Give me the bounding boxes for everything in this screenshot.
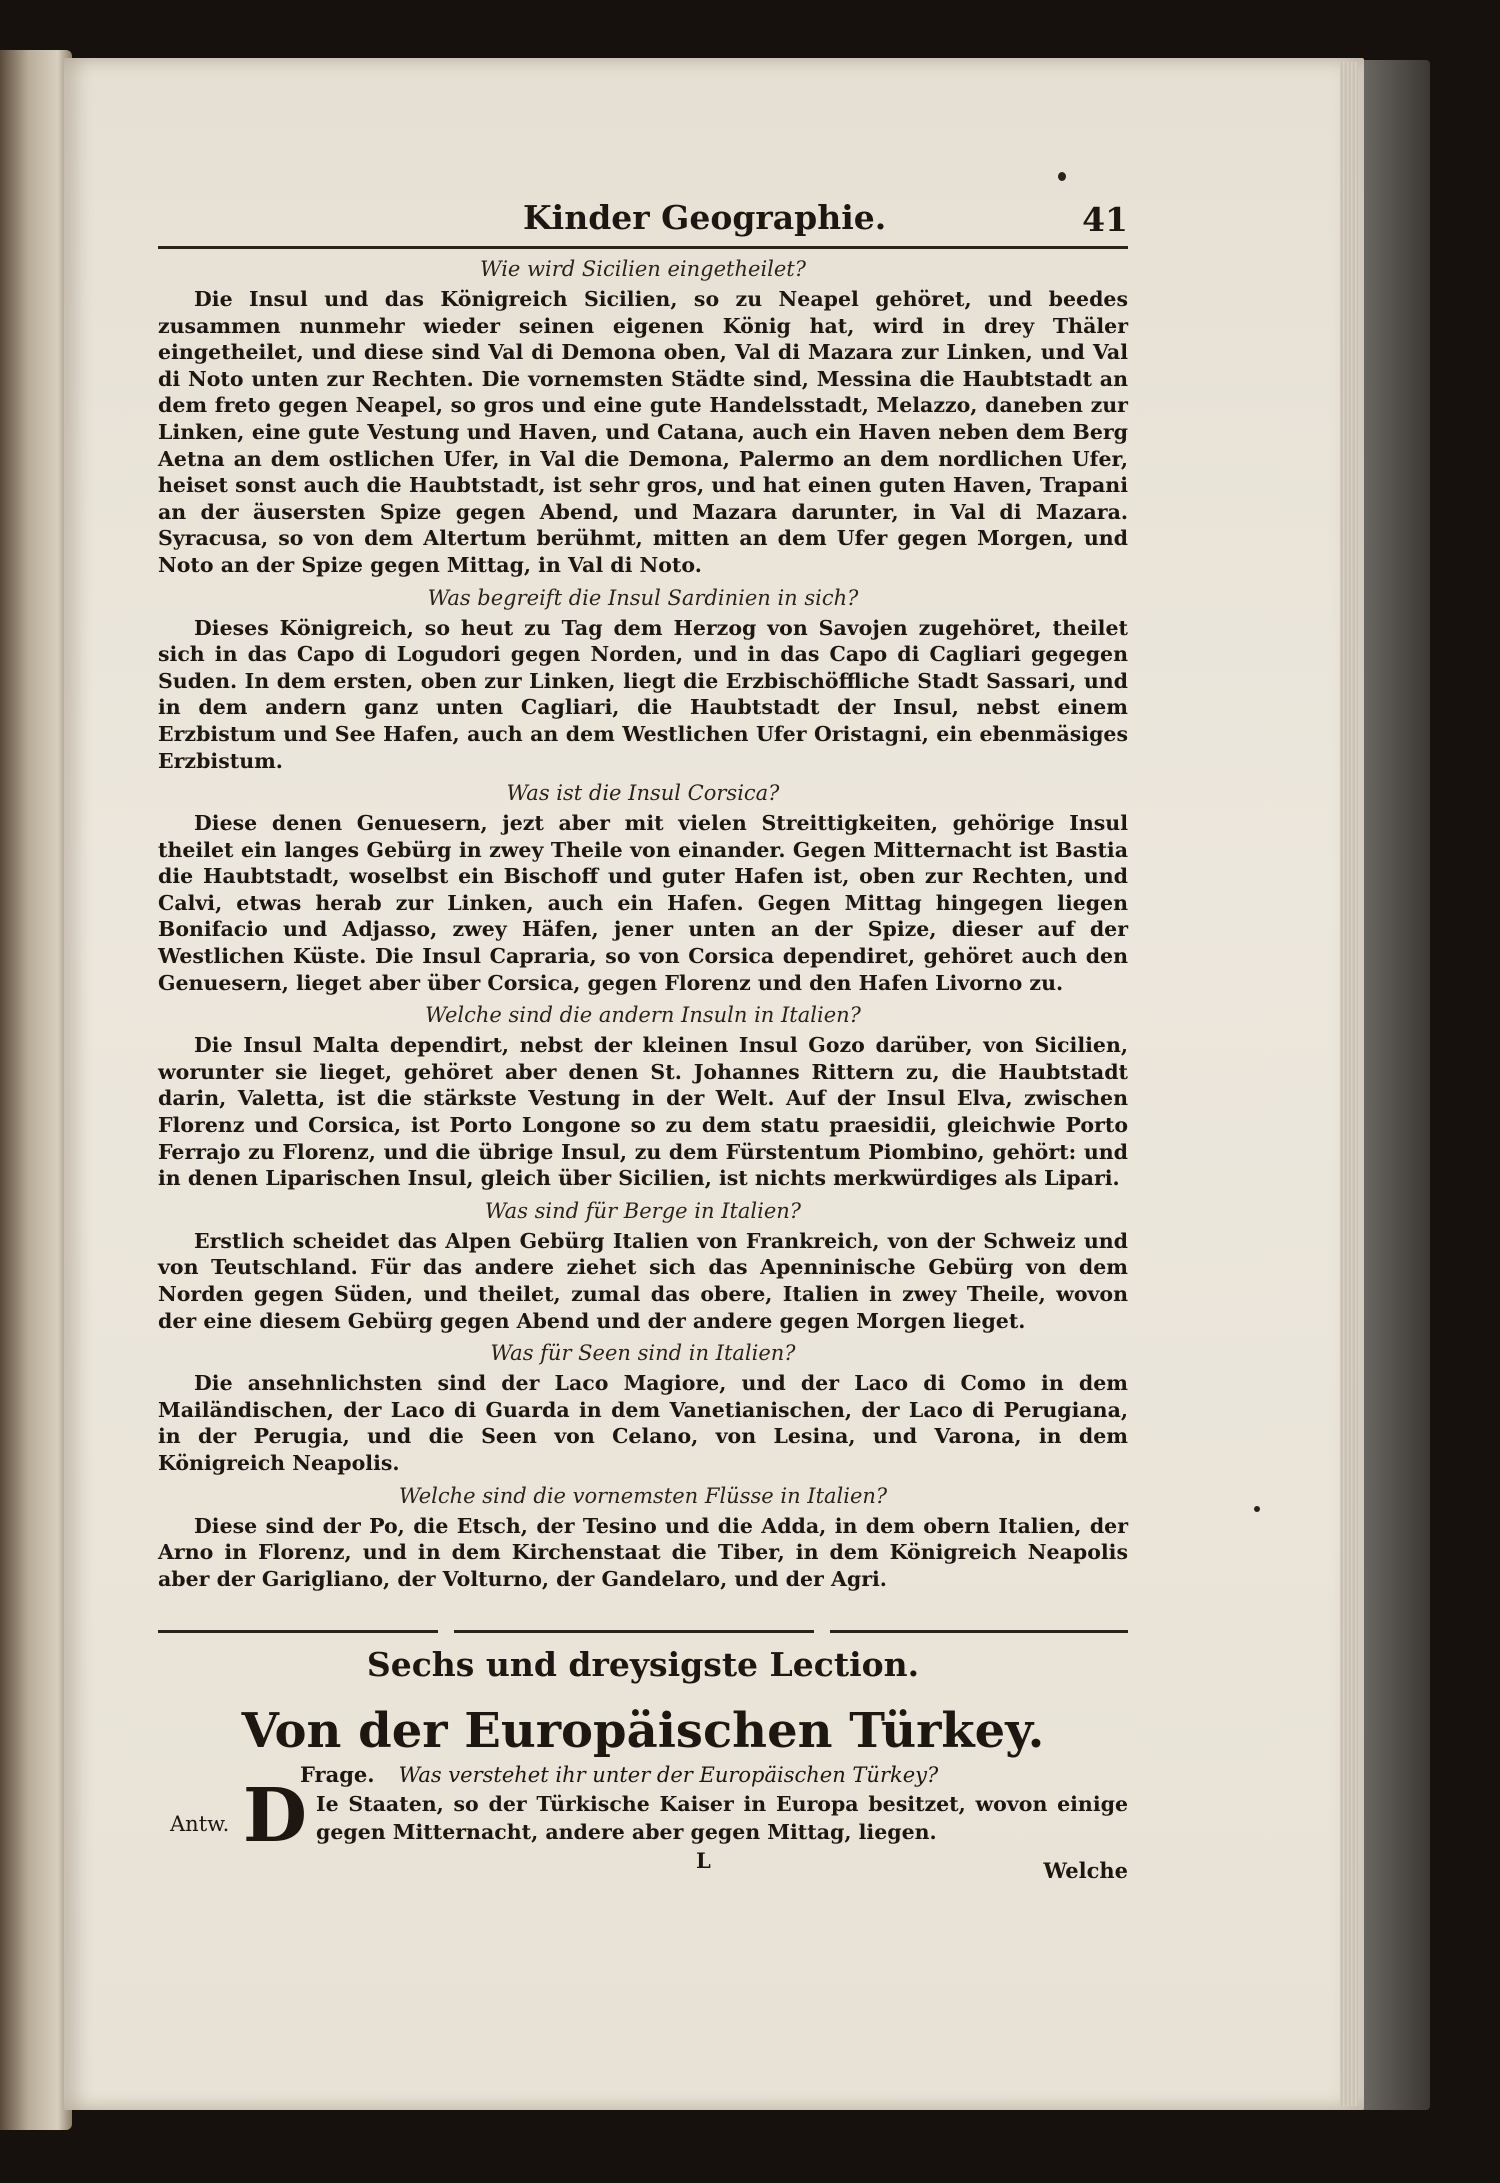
ink-spot <box>1254 1506 1260 1512</box>
page-edges <box>1340 62 1358 2106</box>
divider-segment <box>454 1630 814 1633</box>
catchword: Welche <box>1043 1858 1128 1883</box>
section-question: Welche sind die andern Insuln in Italien? <box>425 1003 861 1028</box>
chapter-title: Von der Europäischen Türkey. <box>241 1703 1045 1759</box>
ink-spot <box>1058 172 1066 181</box>
drop-cap: D <box>242 1773 308 1859</box>
frage-label: Frage. <box>300 1762 375 1787</box>
page-body <box>158 252 1128 1596</box>
running-title: Kinder Geographie. <box>523 198 887 237</box>
antw-text: Ie Staaten, so der Türkische Kaiser in Europa besitzet, wovon einige gegen Mitternacht, andere aber gegen Mittag, liegen. <box>316 1792 1128 1844</box>
divider-segment <box>830 1630 1128 1633</box>
page-header <box>158 198 1128 250</box>
header-rule <box>158 246 1128 249</box>
section-question: Was sind für Berge in Italien? <box>484 1198 802 1223</box>
section-question: Was für Seen sind in Italien? <box>490 1341 796 1366</box>
frage-line <box>300 1762 938 1787</box>
divider-segment <box>158 1630 438 1633</box>
section-answer: Erstlich scheidet das Alpen Gebürg Italien von Frankreich, von der Schweiz und von Teutschland. Für das andere ziehet sich das Apenninische Gebürg von dem Norden gegen Süden, und theilet, zumal das obere, Italien in zwey Theile, wovon der eine diesem Gebürg gegen Abend und der andere gegen Morgen lieget. <box>158 1228 1128 1333</box>
section-answer: Die Insul Malta dependirt, nebst der kleinen Insul Gozo darüber, von Sicilien, worunter sie lieget, gehöret aber denen St. Johannes Rittern zu, die Haubtstadt darin, Valetta, ist die stärkste Vestung in der Welt. Auf der Insul Elva, zwischen Florenz und Corsica, ist Porto Longone so zu dem statu praesidii, gleichwie Porto Ferrajo zu Florenz, und die übrige Insul, zu dem Fürstentum Piombino, gehört: und in denen Liparischen Insul, gleich über Sicilien, ist nichts merkwürdiges als Lipari. <box>158 1033 1128 1191</box>
signature-mark: L <box>696 1848 711 1873</box>
section-question: Welche sind die vornemsten Flüsse in Italien? <box>398 1483 888 1508</box>
antw-label: Antw. <box>170 1812 230 1836</box>
lesson-number-title: Sechs und dreysigste Lection. <box>366 1645 920 1684</box>
section-answer: Diese denen Genuesern, jezt aber mit vielen Streittigkeiten, gehörige Insul theilet ein langes Gebürg in zwey Theile von einander. Gegen Mitternacht ist Bastia die Haubtstadt, woselbst ein Bischoff und guter Hafen ist, oben zur Rechten, und Calvi, etwas herab zur Linken, auch ein Hafen. Gegen Mittag hingegen liegen Bonifacio und Adjasso, zwey Häfen, jener unten an der Spize, dieser auf der Westlichen Küste. Die Insul Capraria, so von Corsica dependiret, gehöret auch den Genuesern, lieget aber über Corsica, gegen Florenz und den Hafen Livorno zu. <box>158 811 1128 995</box>
section-answer: Diese sind der Po, die Etsch, der Tesino und die Adda, in dem obern Italien, der Arno in Florenz, und in dem Kirchenstaat die Tiber, in dem Königreich Neapolis aber der Garigliano, der Volturno, der Gandelaro, und der Agri. <box>158 1513 1128 1591</box>
section-question: Wie wird Sicilien eingetheilet? <box>479 257 806 281</box>
frage-text: Was verstehet ihr unter der Europäischen Türkey? <box>398 1763 939 1787</box>
section-question: Was ist die Insul Corsica? <box>506 781 780 806</box>
lesson-divider <box>158 1630 1128 1636</box>
facing-page-edge <box>0 50 72 2130</box>
section-answer: Die ansehnlichsten sind der Laco Magiore, und der Laco di Como in dem Mailändischen, der Laco di Guarda in dem Vanetianischen, der Laco di Perugiana, in der Perugia, und die Seen von Celano, von Lesina, und Varona, in dem Königreich Neapolis. <box>158 1371 1128 1475</box>
page-number: 41 <box>1082 200 1128 239</box>
section-question: Was begreift die Insul Sardinien in sich? <box>427 585 859 610</box>
section-answer: Dieses Königreich, so heut zu Tag dem Herzog von Savojen zugehöret, theilet sich in das Capo di Logudori gegen Norden, und in das Capo di Cagliari gegegen Suden. In dem ersten, oben zur Linken, liegt die Erzbischöffliche Stadt Sassari, und in dem andern ganz unten Cagliari, die Haubtstadt der Insul, nebst einem Erzbistum und See Hafen, auch an dem Westlichen Ufer Oristagni, ein ebenmäsiges Erzbistum. <box>158 615 1128 773</box>
section-answer: Die Insul und das Königreich Sicilien, so zu Neapel gehöret, und beedes zusammen nunmehr wieder seinen eigenen König hat, wird in drey Thäler eingetheilet, und diese sind Val di Demona oben, Val di Mazara zur Linken, und Val di Noto unten zur Rechten. Die vornemsten Städte sind, Messina die Haubtstadt an dem freto gegen Neapel, so gros und eine gute Handelsstadt, Melazzo, daneben zur Linken, eine gute Vestung und Haven, und Catana, auch ein Haven neben dem Berg Aetna an dem ostlichen Ufer, in Val die Demona, Palermo an dem nordlichen Ufer, heiset sonst auch die Haubtstadt, ist sehr gros, und hat einen guten Haven, Trapani an der äusersten Spize gegen Abend, und Mazara darunter, in Val di Mazara. Syracusa, so von dem Altertum berühmt, mitten an dem Ufer gegen Morgen, und Noto an der Spize gegen Mittag, in Val di Noto. <box>158 287 1128 577</box>
